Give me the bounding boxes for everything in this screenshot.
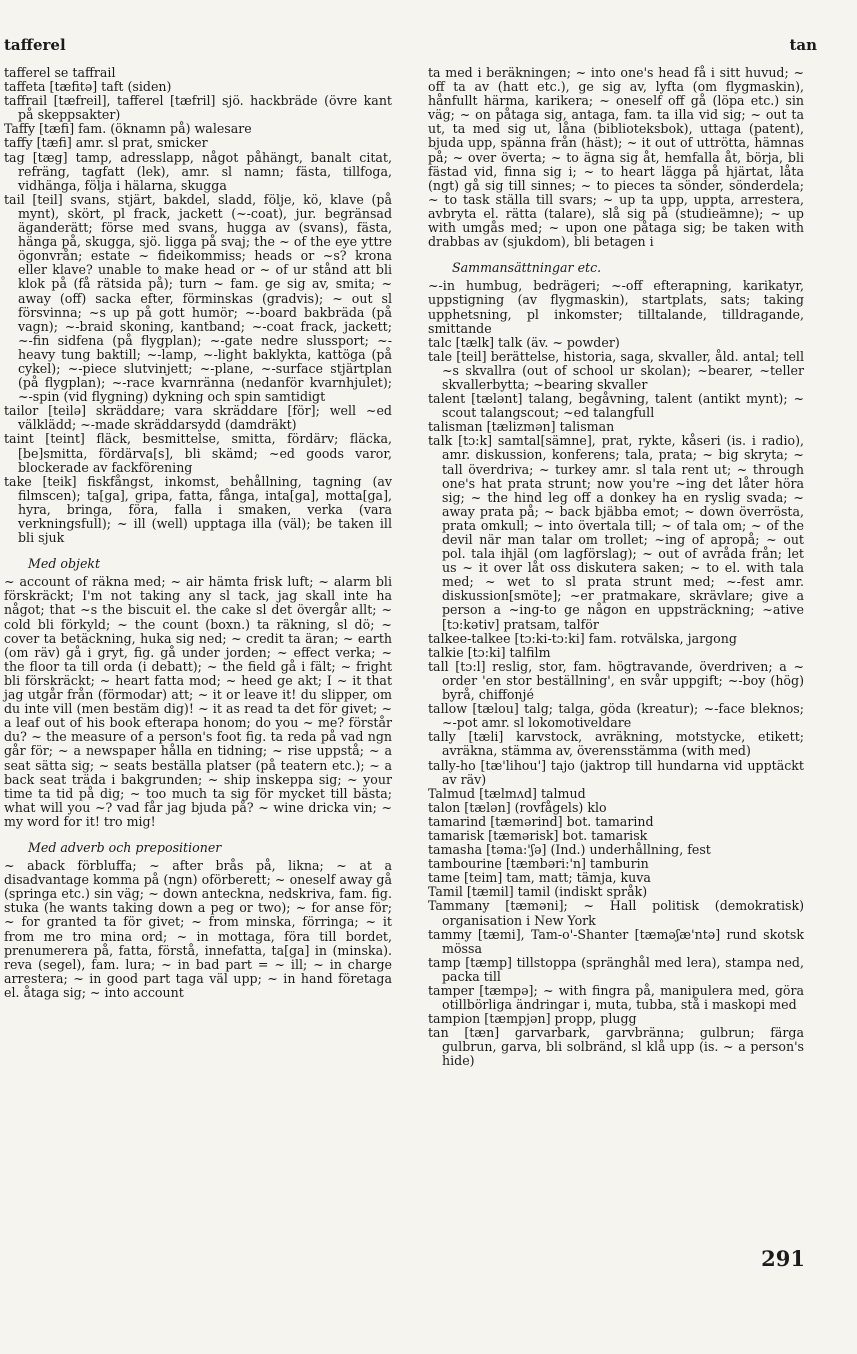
take-continuation: ta med i beräkningen; ~ into one's head få i sitt huvud; ~ off ta av (hatt etc.), ge sig av, lyfta (om flygmaskin), hånfullt härma, karikera; ~ oneself off gå (löpa etc.) sin väg; ~ on påtaga sig, antaga, fam. ta illa vid sig; ~ out ta ut, ta med sig ut, låna (biblioteksbok), uttaga (patent), bjuda upp, spänna från (häst); ~ it out of uttrötta, hämnas på; ~ over överta; ~ to ägna sig åt, hemfalla åt, börja, bli fästad vid, finna sig i; ~ to heart lägga på hjärtat, låta (ngt) gå sig till sinnes; ~ to pieces ta sönder, sönderdela; ~ to task ställa till svars; ~ up ta upp, uppta, arrestera, avbryta el. rätta (talare), slå sig på (studieämne); ~ up with umgås med; ~ upon one påtaga sig; be taken with drabbas av (sjukdom), bli betagen i — [428, 65, 804, 250]
entry-tampion: tampion [tæmpjən] propp, plugg — [428, 1011, 637, 1027]
entry-taffrail: taffrail [tæfreil], tafferel [tæfril] sjö. hackbräde (övre kant på skeppsakter) — [4, 93, 392, 123]
entry-taffy-welsh: Taffy [tæfi] fam. (öknamn på) walesare — [4, 121, 252, 137]
entry-tamil: Tamil [tæmil] tamil (indiskt språk) — [428, 884, 648, 900]
entry-tally-ho: tally-ho [tæ'lihou'] tajo (jaktrop till hundarna vid upptäckt av räv) — [428, 757, 804, 787]
entry-take: take [teik] fiskfångst, inkomst, behållning, tagning (av filmscen); ta[ga], gripa, fatta, fånga, inta[ga], motta[ga], hyra, bringa, föra, falla i smaken, verka (vara verkningsfull); ~ ill (well) upptaga illa (väl); be taken ill bli sjuk — [4, 473, 392, 546]
entry-talon: talon [tælən] (rovfågels) klo — [428, 799, 607, 815]
entry-tally: tally [tæli] karvstock, avräkning, motstycke, etikett; avräkna, stämma av, överensstämma (with med) — [428, 729, 804, 759]
entry-tailor: tailor [teilə] skräddare; vara skräddare [för]; well ~ed välklädd; ~-made skräddarsydd (damdräkt) — [4, 403, 392, 433]
entry-talk: talk [tɔ:k] samtal[sämne], prat, rykte, kåseri (is. i radio), amr. diskussion, konferens; tala, prata; ~ big skryta; ~ tall överdriva; ~ turkey amr. sl tala rent ut; ~ through one's hat prata strunt; now you're ~ing det låter höra sig; ~ the hind leg off a donkey ha en ryslig svada; ~ away prata på; ~ back bjäbba emot; ~ down överrösta, prata omkull; ~ into övertala till; ~ of tala om; ~ of the devil när man talar om trollet; ~ing of apropå; ~ out pol. tala ihjäl (om lagförslag); ~ out of avråda från; let us ~ it over låt oss diskutera saken; ~ to el. with tala med; ~ wet to sl prata strunt med; ~-fest amr. diskussion[smöte]; ~er pratmakare, skrävlare; give a person a ~ing-to ge någon en uppsträckning; ~ative [tɔ:kətiv] pratsam, talför — [428, 433, 804, 632]
right-column — [428, 66, 804, 1069]
entry-talent: talent [tælənt] talang, begåvning, talent (antikt mynt); ~ scout talangscout; ~ed talangfull — [428, 391, 804, 421]
entry-tall: tall [tɔ:l] reslig, stor, fam. högtravande, överdriven; a ~ order 'en stor beställning', en svår uppgift; ~-boy (hög) byrå, chiffonjé — [428, 658, 804, 703]
left-guide-word: tafferel — [4, 36, 66, 54]
section-text-objekt: ~ account of räkna med; ~ air hämta frisk luft; ~ alarm bli förskräckt; I'm not taking any sl tack, jag skall inte ha något; that ~s the biscuit el. the cake sl det övergår allt; ~ cold bli förkyld; ~ the count (boxn.) ta räkning, sl dö; ~ cover ta betäckning, huka sig ned; ~ credit ta äran; ~ earth (om räv) gå i gryt, fig. gå under jorden; ~ effect verka; ~ the floor ta till orda (i debatt); ~ the field gå i fält; ~ fright bli förskräckt; ~ heart fatta mod; ~ heed ge akt; I ~ it that jag utgår från (förmodar) att; ~ it or leave it! du slipper, om du inte vill (men bestäm dig)! ~ it as read ta det för givet; ~ a leaf out of his book efterapa honom; do you ~ me? förstår du? ~ the measure of a person's foot fig. ta reda på vad ngn går för; ~ a newspaper hålla en tidning; ~ rise uppstå; ~ a seat sätta sig; ~ seats beställa platser (på teatern etc.); ~ a back seat träda i bakgrunden; ~ ship inskeppa sig; ~ your time ta tid på dig; ~ too much ta sig för mycket till bästa; what will you ~? vad får jag bjuda på? ~ wine dricka vin; ~ my word for it! tro mig! — [4, 574, 392, 829]
section-heading-compounds: Sammansättningar etc. — [452, 260, 602, 276]
entry-talkie: talkie [tɔ:ki] talfilm — [428, 644, 551, 660]
section-text-adverb: ~ aback förbluffa; ~ after brås på, likna; ~ at a disadvantage komma på (ngn) oförberett; ~ oneself away gå (springa etc.) sin väg; ~ down anteckna, nedskriva, fam. fig. stuka (he wants taking down a peg or two); ~ for anse för; ~ for granted ta för givet; ~ from minska, förringa; ~ it from me tro mina ord; ~ in mottaga, föra till bordet, prenumerera på, fatta, förstå, innefatta, ta[ga] in (minska). reva (segel), fam. lura; ~ in bad part = ~ ill; ~ in charge arrestera; ~ in good part taga väl upp; ~ in hand företaga el. åtaga sig; ~ into account — [4, 858, 392, 1000]
entry-talmud: Talmud [tælmʌd] talmud — [428, 785, 586, 801]
entry-tammany: Tammany [tæməni]; ~ Hall politisk (demokratisk) organisation i New York — [428, 898, 804, 928]
entry-tafferel: tafferel se taffrail — [4, 65, 116, 80]
page-number: 291 — [761, 1246, 805, 1271]
section-text-compounds: ~-in humbug, bedrägeri; ~-off efterapning, karikatyr, uppstigning (av flygmaskin), startplats, sats; taking upphetsning, pl inkomster; tilltalande, tilldragande, smittande — [428, 278, 804, 336]
entry-tamp: tamp [tæmp] tillstoppa (spränghål med lera), stampa ned, packa till — [428, 954, 804, 984]
entry-tale: tale [teil] berättelse, historia, saga, skvaller, åld. antal; tell ~s skvallra (out of school ur skolan); ~bearer, ~teller skvallerbytta; ~bearing skvaller — [428, 348, 804, 392]
entry-tag: tag [tæg] tamp, adresslapp, något påhängt, banalt citat, refräng, tagfatt (lek), amr. sl namn; fästa, tillfoga, vidhänga, följa i hälarna, skugga — [4, 149, 392, 193]
entry-tamarind: tamarind [tæmərind] bot. tamarind — [428, 813, 654, 829]
entry-tan: tan [tæn] garvarbark, garvbränna; gulbrun; färga gulbrun, garva, bli solbränd, sl klå upp (is. ~ a person's hide) — [428, 1025, 804, 1069]
entry-taffeta: taffeta [tæfitə] taft (siden) — [4, 79, 172, 95]
left-column — [4, 66, 392, 1000]
entry-tail: tail [teil] svans, stjärt, bakdel, sladd, följe, kö, klave (på mynt), skört, pl frack, jackett (~-coat), jur. begränsad äganderätt; förse med svans, hugga av (svans), fästa, hänga på, skugga, sjö. ligga på svaj; the ~ of the eye yttre ögonvrån; estate ~ fideikommiss; heads or ~s? krona eller klave? unable to make head or ~ of ur stånd att bli klok på (få rätsida på); turn ~ fam. ge sig av, smita; ~ away (off) sacka efter, förminskas (gradvis); ~ out sl försvinna; ~s up på gott humör; ~-board bakbräda (på vagn); ~-braid skoning, kantband; ~-coat frack, jackett; ~-fin sidfena (på flygplan); ~-gate nedre slussport; ~-heavy tung baktill; ~-lamp, ~-light baklykta, kattöga (på cykel); ~-piece slutvinjett; ~-plane, ~-surface stjärtplan (på flygplan); ~-race kvarnränna (nedanför kvarnhjulet); ~-spin (vid flygning) dykning och spin samtidigt — [4, 191, 392, 405]
entry-taint: taint [teint] fläck, besmittelse, smitta, fördärv; fläcka, [be]smitta, fördärva[s], bli skämd; ~ed goods varor, blockerade av fackförening — [4, 431, 392, 475]
entry-tamarisk: tamarisk [tæmərisk] bot. tamarisk — [428, 827, 648, 843]
entry-taffy: taffy [tæfi] amr. sl prat, smicker — [4, 135, 208, 151]
entry-tallow: tallow [tælou] talg; talga, göda (kreatur); ~-face bleknos; ~-pot amr. sl lokomotiveldare — [428, 701, 804, 731]
entry-tame: tame [teim] tam, matt; tämja, kuva — [428, 870, 651, 886]
section-heading-adverb: Med adverb och prepositioner — [28, 839, 222, 855]
entry-tambourine: tambourine [tæmbəri:'n] tamburin — [428, 856, 649, 872]
section-heading-objekt: Med objekt — [28, 556, 101, 572]
entry-talisman: talisman [tælizmən] talisman — [428, 419, 615, 435]
entry-tammy: tammy [tæmi], Tam-o'-Shanter [tæməʃæ'ntə] rund skotsk mössa — [428, 926, 804, 956]
entry-talc: talc [tælk] talk (äv. ~ powder) — [428, 334, 620, 350]
entry-tamasha: tamasha [təma:'ʃə] (Ind.) underhållning, fest — [428, 842, 711, 858]
entry-tamper: tamper [tæmpə]; ~ with fingra på, manipulera med, göra otillbörliga ändringar i, muta, tubba, stå i maskopi med — [428, 983, 804, 1013]
right-guide-word: tan — [789, 36, 817, 54]
entry-talkee-talkee: talkee-talkee [tɔ:ki-tɔ:ki] fam. rotvälska, jargong — [428, 630, 737, 646]
